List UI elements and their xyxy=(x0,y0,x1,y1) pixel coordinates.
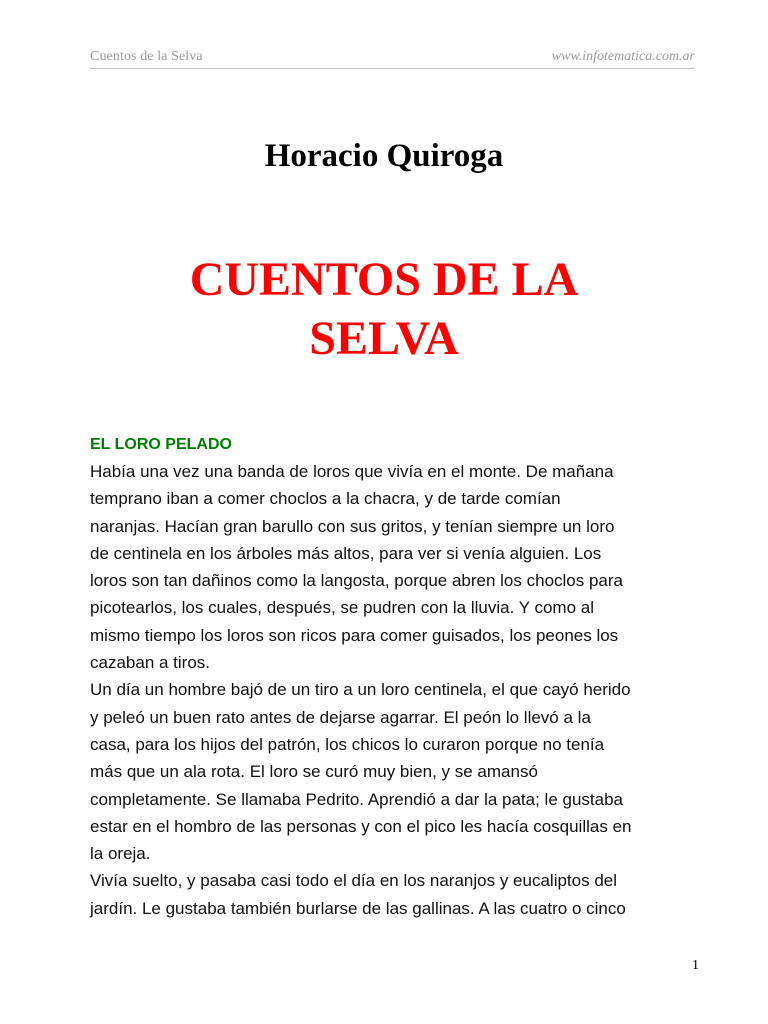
story-body xyxy=(90,458,695,922)
body-line: casa, para los hijos del patrón, los chicos lo curaron porque no tenía xyxy=(90,734,605,754)
header-book-title: Cuentos de la Selva xyxy=(90,49,203,64)
body-line: naranjas. Hacían gran barullo con sus gritos, y tenían siempre un loro xyxy=(90,516,615,536)
body-line: temprano iban a comer choclos a la chacra, y de tarde comían xyxy=(90,489,561,509)
body-line: de centinela en los árboles más altos, para ver si venía alguien. Los xyxy=(90,543,602,563)
header-website-link[interactable]: www.infotematica.com.ar xyxy=(551,49,695,64)
body-line: más que un ala rota. El loro se curó muy bien, y se amansó xyxy=(90,762,538,782)
book-title xyxy=(100,250,668,368)
body-line: Vivía suelto, y pasaba casi todo el día en los naranjos y eucaliptos del xyxy=(90,871,618,891)
body-line: loros son tan dañinos como la langosta, porque abren los choclos para xyxy=(90,571,624,591)
running-header xyxy=(90,48,695,69)
story-heading: EL LORO PELADO xyxy=(90,436,232,453)
page-number: 1 xyxy=(692,958,699,973)
body-line: estar en el hombro de las personas y con el pico les hacía cosquillas en xyxy=(90,816,632,836)
body-line: cazaban a tiros. xyxy=(90,653,211,673)
book-title-line: SELVA xyxy=(309,312,459,365)
body-line: Había una vez una banda de loros que vivía en el monte. De mañana xyxy=(90,462,614,481)
body-line: picotearlos, los cuales, después, se pudren con la lluvia. Y como al xyxy=(90,598,594,618)
body-line: y peleó un buen rato antes de dejarse agarrar. El peón lo llevó a la xyxy=(90,707,591,727)
body-line: mismo tiempo los loros son ricos para comer guisados, los peones los xyxy=(90,625,619,645)
body-line: jardín. Le gustaba también burlarse de las gallinas. A las cuatro o cinco xyxy=(90,898,626,918)
book-title-line: CUENTOS DE LA xyxy=(189,253,579,306)
body-line: la oreja. xyxy=(90,844,151,864)
author-name: Horacio Quiroga xyxy=(264,138,504,174)
body-line: completamente. Se llamaba Pedrito. Aprendió a dar la pata; le gustaba xyxy=(90,789,624,809)
body-line: Un día un hombre bajó de un tiro a un loro centinela, el que cayó herido xyxy=(90,680,631,700)
